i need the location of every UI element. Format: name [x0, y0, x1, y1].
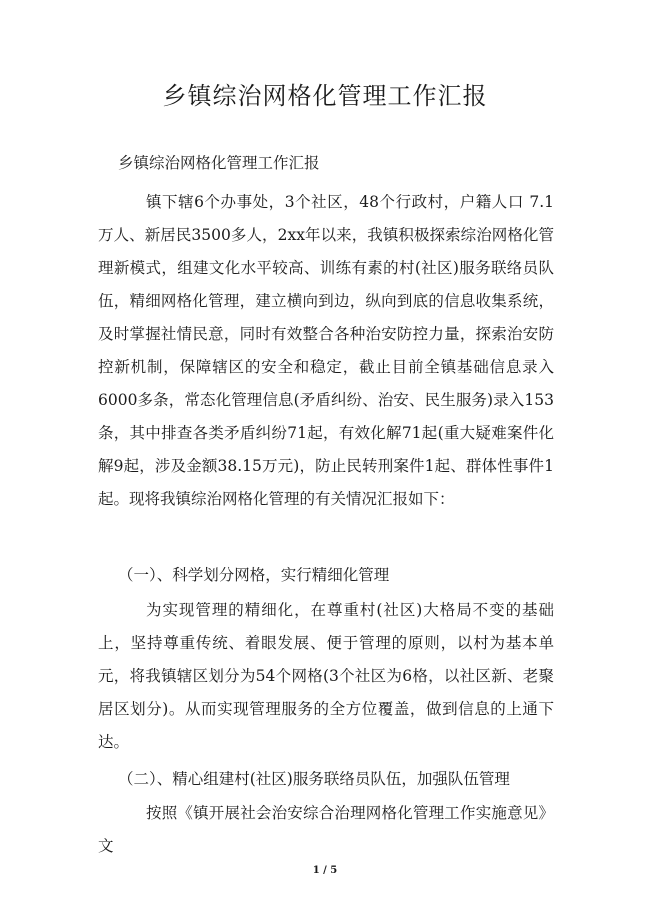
- section2-paragraph: 按照《镇开展社会治安综合治理网格化管理工作实施意见》文: [98, 804, 554, 855]
- section2-heading: （二）、精心组建村(社区)服务联络员队伍，加强队伍管理: [118, 770, 510, 788]
- section1-paragraph: 为实现管理的精细化，在尊重村(社区)大格局不变的基础上，坚持尊重传统、着眼发展、便于管理的原则，以村为基本单元，将我镇辖区划分为54个网格(3个社区为6格，以社区新、老聚居区划分)。从而实现管理服务的全方位覆盖，做到信息的上通下达。: [98, 601, 554, 751]
- document-title: 乡镇综治网格化管理工作汇报: [162, 82, 488, 110]
- document-subtitle: 乡镇综治网格化管理工作汇报: [118, 154, 320, 172]
- page-number: 1 / 5: [312, 865, 338, 876]
- section1-heading: （一）、科学划分网格，实行精细化管理: [118, 566, 390, 584]
- intro-paragraph: 镇下辖6个办事处，3个社区，48个行政村，户籍人口 7.1万人、新居民3500多人，2xx年以来，我镇积极探索综治网格化管理新模式，组建文化水平较高、训练有素的村(社区)服务联络员队伍，精细网格化管理，建立横向到边，纵向到底的信息收集系统，及时掌握社情民意，同时有效整合各种治安防控力量，探索治安防控新机制，保障辖区的安全和稳定，截止目前全镇基础信息录入6000多条，常态化管理信息(矛盾纠纷、治安、民生服务)录入153条，其中排查各类矛盾纠纷71起，有效化解71起(重大疑难案件化解9起，涉及金额38.15万元)，防止民转刑案件1起、群体性事件1起。现将我镇综治网格化管理的有关情况汇报如下：: [98, 193, 554, 508]
